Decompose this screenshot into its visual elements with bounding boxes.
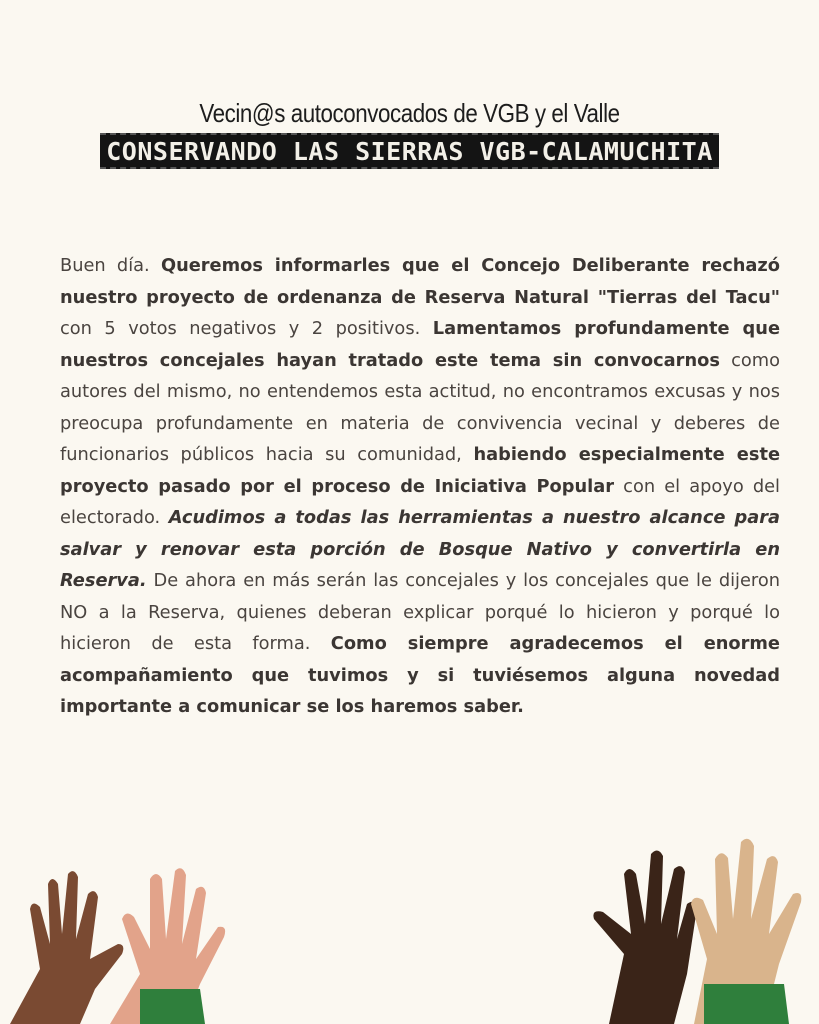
raised-hands-right-icon — [579, 824, 819, 1024]
greeting: Buen día. — [60, 255, 161, 276]
hand-pink-icon — [110, 868, 225, 1024]
text-bold-3: habiendo especialmente este proyecto pasado por el proceso de Iniciativa Popular — [60, 444, 781, 497]
header — [0, 98, 819, 169]
text-regular-1: con 5 votos negativos y 2 positivos. — [60, 318, 433, 339]
hand-tan-icon — [691, 839, 801, 1024]
text-regular-3: con el apoyo del electorado. — [60, 475, 780, 528]
text-bold-italic: Acudimos a todas las herramientas a nuestro alcance para salvar y renovar esta porción de Bosque Nativo y convertirla en Reserva. — [60, 507, 780, 591]
hand-brown-icon — [10, 871, 123, 1024]
raised-hands-left-icon — [0, 849, 240, 1024]
banner-title: CONSERVANDO LAS SIERRAS VGB-CALAMUCHITA — [100, 133, 719, 169]
text-bold-4: Como siempre agradecemos el enorme acompañamiento que tuvimos y si tuviésemos alguna novedad importante a comunicar se los haremos saber. — [60, 633, 780, 717]
text-bold-1: Queremos informarles que el Concejo Deliberante rechazó nuestro proyecto de ordenanza de Reserva Natural "Tierras del Tacu" — [60, 255, 780, 308]
text-regular-4: De ahora en más serán las concejales y los concejales que le dijeron NO a la Reserva, quienes deberan explicar porqué lo hicieron y porqué lo hicieron de esta forma. — [60, 570, 780, 654]
hand-dark-icon — [593, 850, 697, 1024]
text-regular-2: como autores del mismo, no entendemos esta actitud, no encontramos excusas y nos preocupa profundamente en materia de convivencia vecinal y deberes de funcionarios públicos hacia su comunidad, — [60, 349, 780, 465]
group-name: Vecin@s autoconvocados de VGB y el Valle — [199, 98, 620, 128]
statement-text — [60, 250, 780, 723]
text-bold-2: Lamentamos profundamente que nuestros concejales hayan tratado este tema sin convocarnos — [60, 318, 780, 371]
